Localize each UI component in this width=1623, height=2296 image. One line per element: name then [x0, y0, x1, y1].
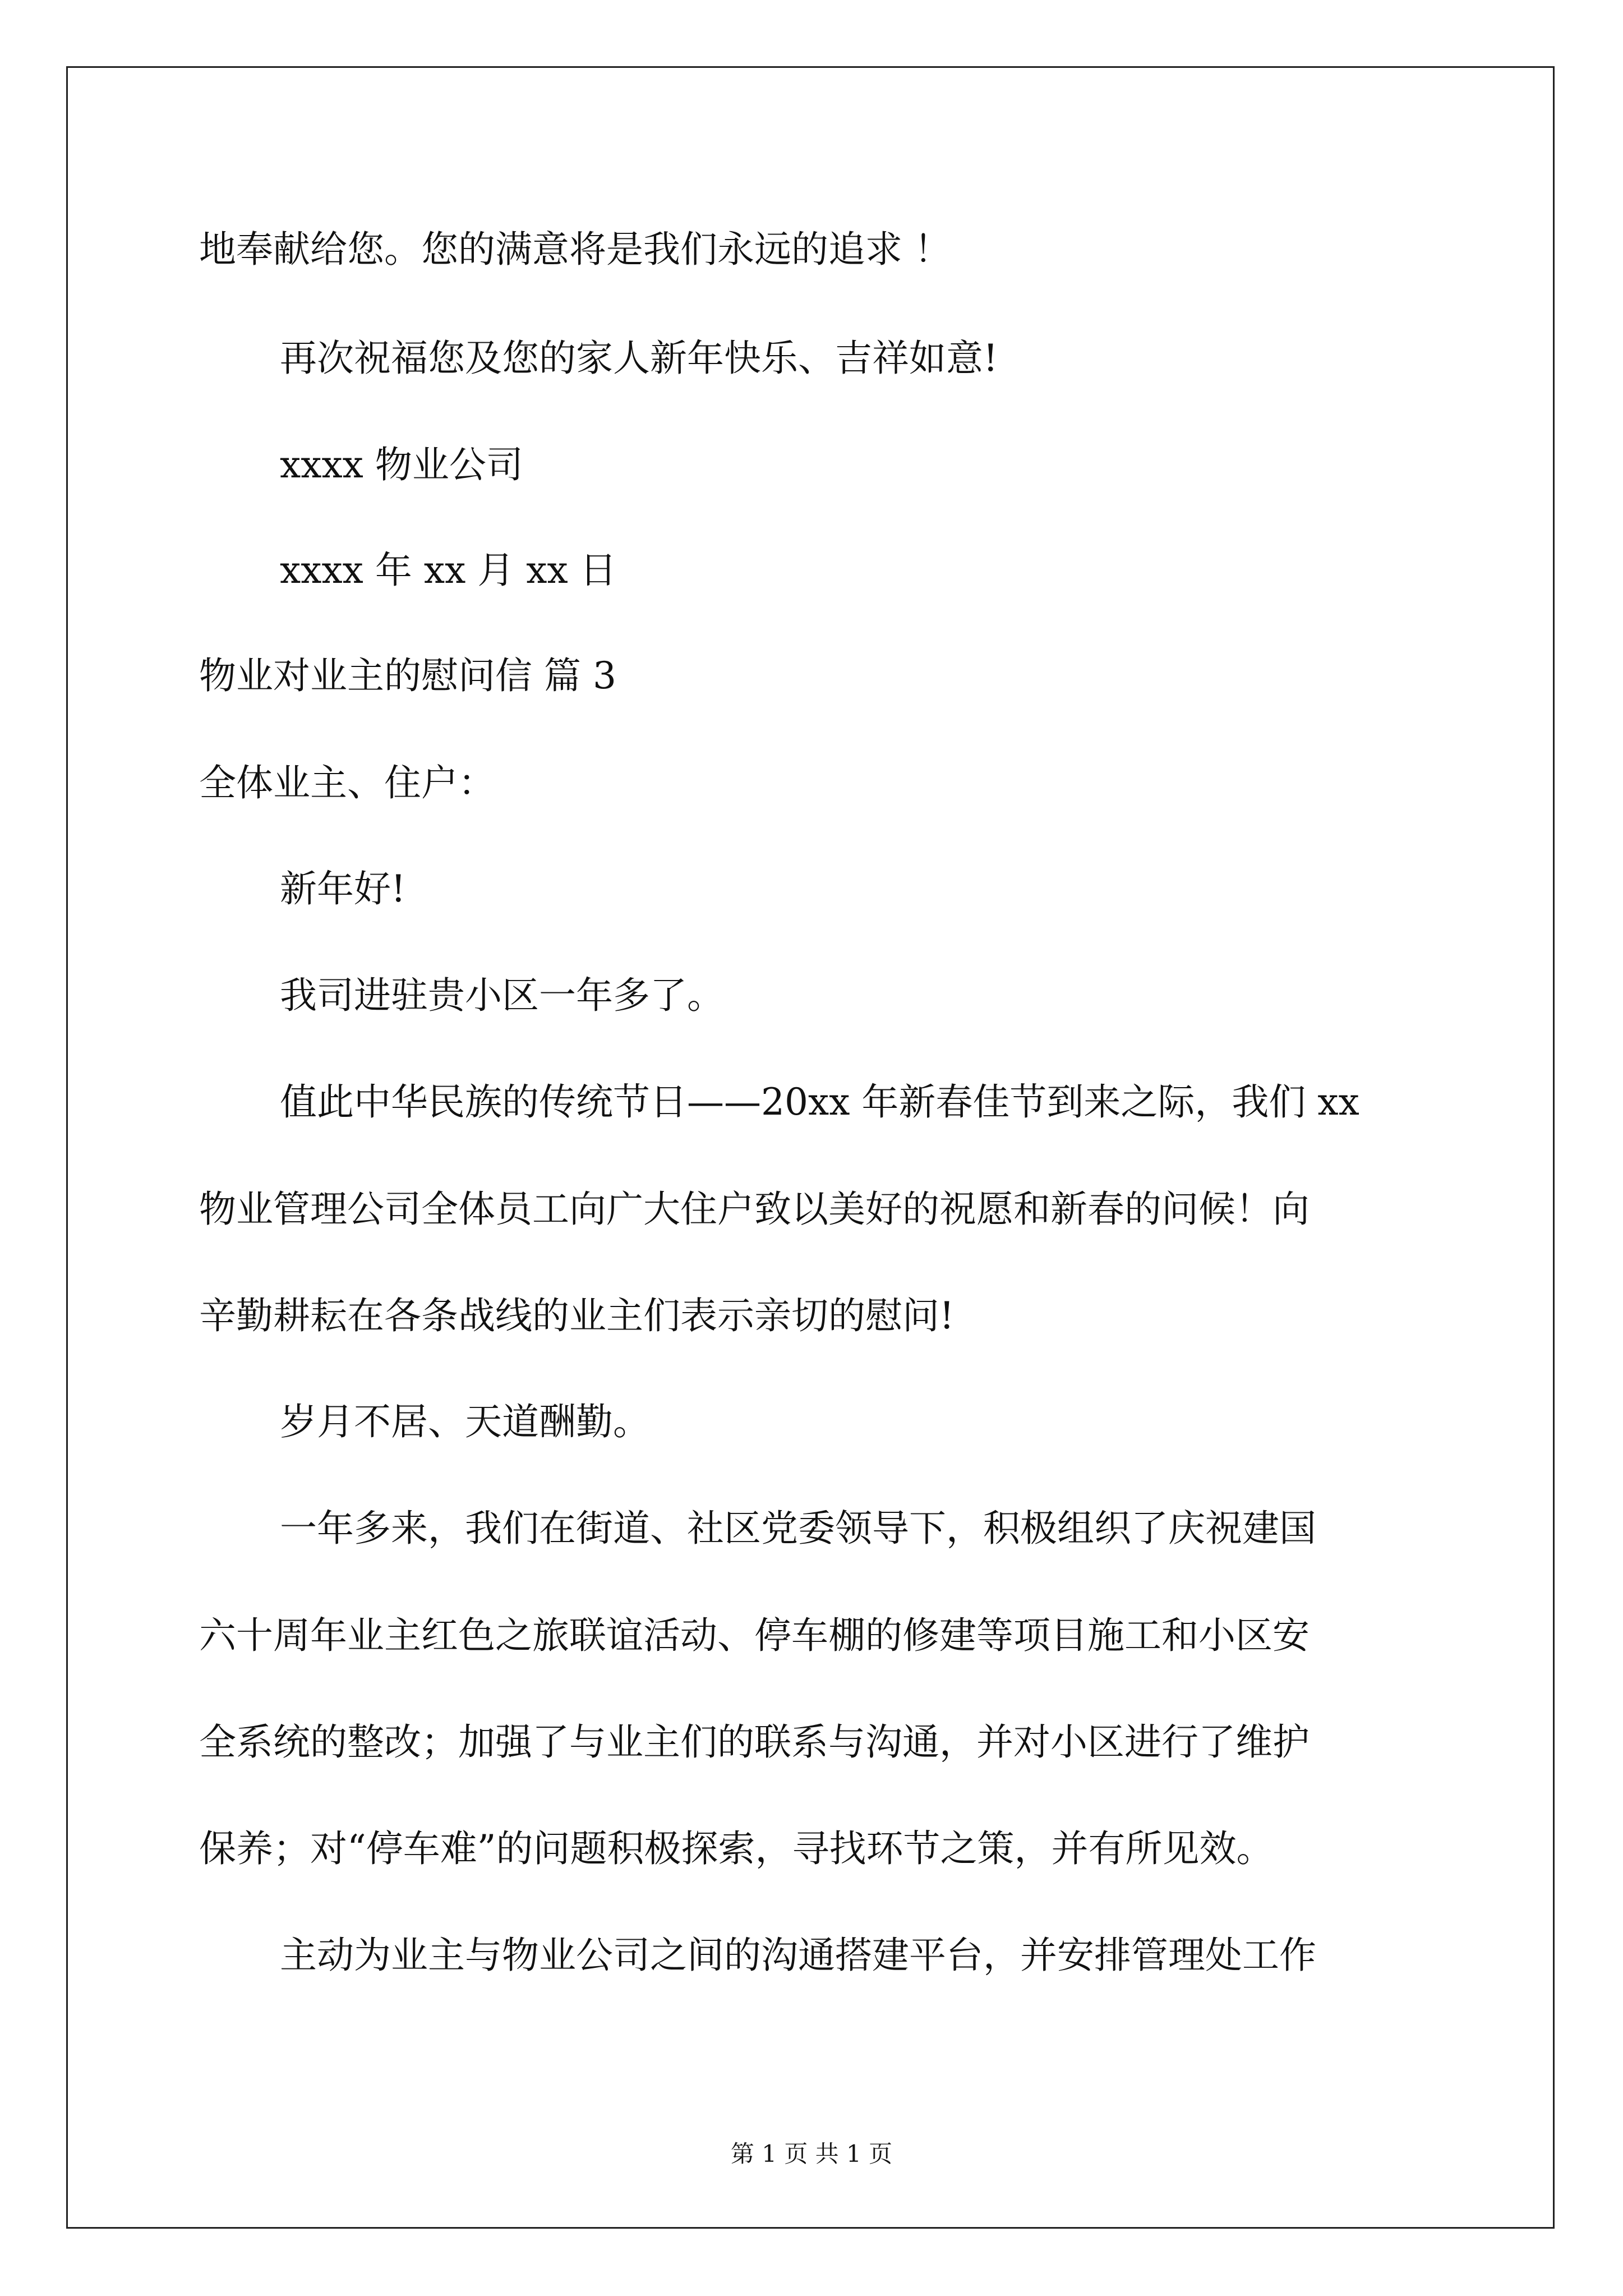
- text-line-17: 主动为业主与物业公司之间的沟通搭建平台，并安排管理处工作: [280, 1934, 1316, 1977]
- page-footer: 第 1 页 共 1 页: [730, 2140, 893, 2168]
- text-line-11: 辛勤耕耘在各条战线的业主们表示亲切的慰问!: [199, 1294, 955, 1337]
- text-line-16: 保养；对“停车难”的问题积极探索，寻找环节之策，并有所见效。: [199, 1827, 1274, 1870]
- text-line-12: 岁月不居、天道酬勤。: [280, 1400, 650, 1443]
- text-line-1: 地奉献给您。您的满意将是我们永远的追求 ！: [199, 228, 951, 271]
- signature-date: xxxx 年 xx 月 xx 日: [280, 549, 617, 592]
- page-border: [66, 66, 1555, 2229]
- signature-company: xxxx 物业公司: [280, 443, 523, 486]
- text-line-14: 六十周年业主红色之旅联谊活动、停车棚的修建等项目施工和小区安: [199, 1614, 1310, 1657]
- text-line-13: 一年多来，我们在街道、社区党委领导下，积极组织了庆祝建国: [280, 1507, 1316, 1550]
- text-line-2: 再次祝福您及您的家人新年快乐、吉祥如意!: [280, 337, 998, 380]
- text-line-9: 值此中华民族的传统节日——20xx 年新春佳节到来之际，我们 xx: [280, 1080, 1359, 1124]
- section-heading: 物业对业主的慰问信 篇 3: [199, 654, 616, 697]
- text-line-15: 全系统的整改；加强了与业主们的联系与沟通，并对小区进行了维护: [199, 1720, 1310, 1764]
- text-line-8: 我司进驻贵小区一年多了。: [280, 974, 724, 1017]
- text-line-10: 物业管理公司全体员工向广大住户致以美好的祝愿和新春的问候！向: [199, 1188, 1310, 1231]
- greeting: 新年好!: [280, 867, 406, 910]
- salutation: 全体业主、住户：: [199, 761, 495, 804]
